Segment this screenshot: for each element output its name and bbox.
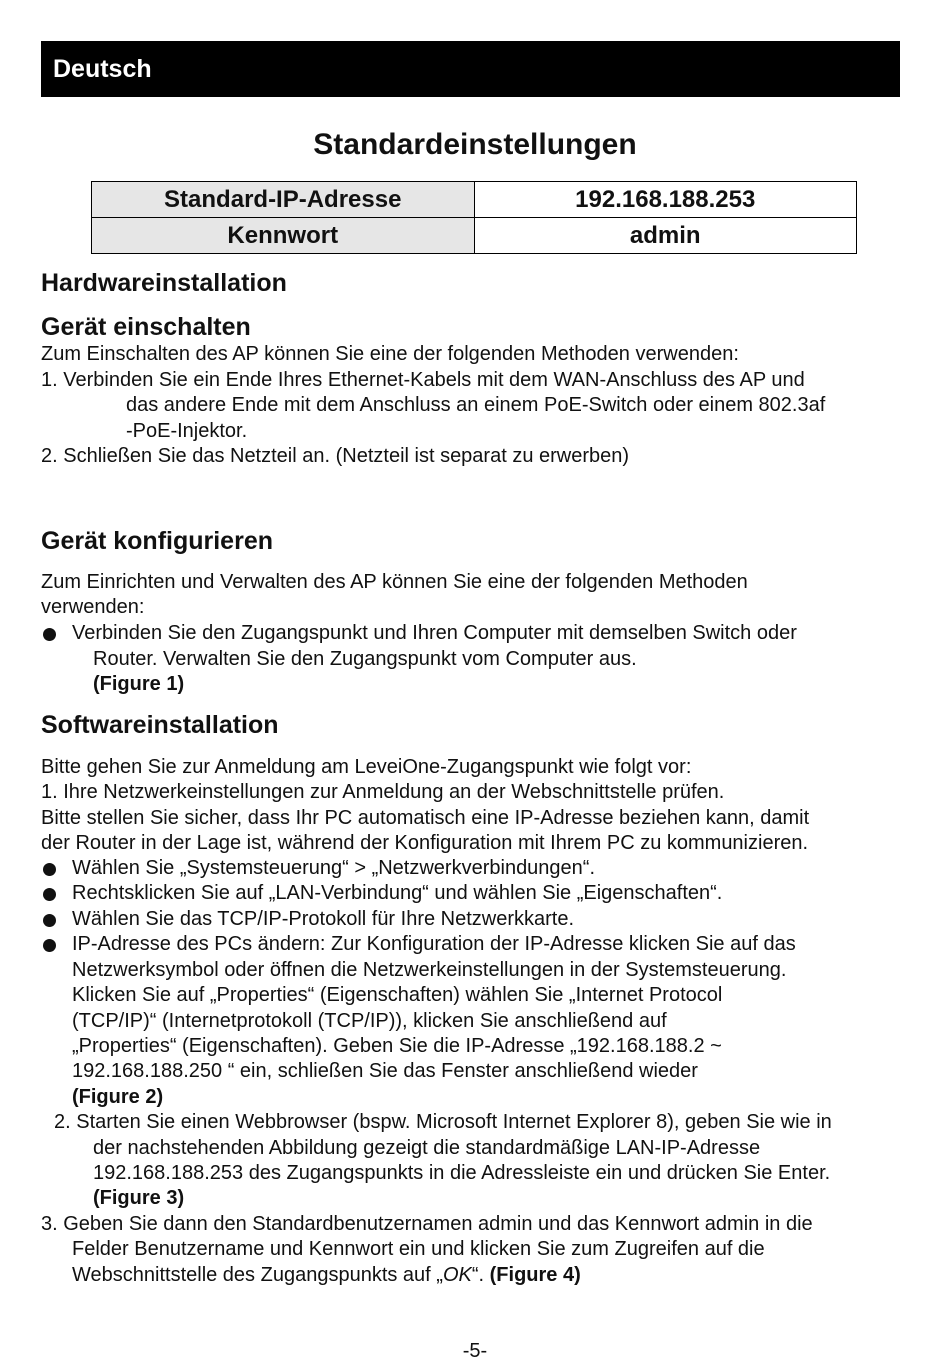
configure-bullet: Verbinden Sie den Zugangspunkt und Ihren Computer mit demselben Switch oder — [72, 622, 797, 644]
bullet-icon — [43, 939, 56, 952]
software-heading: Softwareinstallation — [41, 711, 279, 739]
language-label: Deutsch — [53, 55, 152, 83]
software-bullet: Wählen Sie „Systemsteuerung“ > „Netzwerkverbindungen“. — [72, 857, 596, 879]
table-value: admin — [474, 218, 857, 254]
ip-bullet-cont: 192.168.188.250 “ ein, schließen Sie das Fenster anschließend wieder — [72, 1060, 698, 1082]
hardware-heading: Hardwareinstallation — [41, 269, 287, 297]
power-step-1-cont: das andere Ende mit dem Anschluss an einem PoE-Switch oder einem 802.3af — [126, 394, 826, 416]
step-3-text: Webschnittstelle des Zugangspunkts auf „ — [72, 1264, 443, 1286]
power-step-2: 2. Schließen Sie das Netzteil an. (Netzteil ist separat zu erwerben) — [41, 445, 630, 467]
software-step-2-cont: 192.168.188.253 des Zugangspunkts in die Adressleiste ein und drücken Sie Enter. — [93, 1162, 831, 1184]
bullet-icon — [43, 863, 56, 876]
software-step-3-cont — [72, 1263, 581, 1289]
configure-intro: Zum Einrichten und Verwalten des AP können Sie eine der folgenden Methoden — [41, 571, 748, 593]
figure-ref: (Figure 2) — [72, 1086, 164, 1108]
page-title: Standardeinstellungen — [313, 128, 637, 161]
software-note: Bitte stellen Sie sicher, dass Ihr PC automatisch eine IP-Adresse beziehen kann, damit — [41, 807, 810, 829]
bullet-icon — [43, 628, 56, 641]
ok-term: OK — [442, 1264, 472, 1286]
ip-bullet-cont: Netzwerksymbol oder öffnen die Netzwerkeinstellungen in der Systemsteuerung. — [72, 959, 787, 981]
ip-bullet-cont: (TCP/IP)“ (Internetprotokoll (TCP/IP)), klicken Sie anschließend auf — [72, 1010, 667, 1032]
default-settings-table — [91, 181, 857, 254]
software-step-2: 2. Starten Sie einen Webbrowser (bspw. Microsoft Internet Explorer 8), geben Sie wie in — [54, 1111, 832, 1133]
power-intro: Zum Einschalten des AP können Sie eine der folgenden Methoden verwenden: — [41, 343, 739, 365]
table-value: 192.168.188.253 — [474, 182, 857, 218]
figure-ref: (Figure 4) — [489, 1264, 581, 1286]
configure-bullet-cont: Router. Verwalten Sie den Zugangspunkt vom Computer aus. — [93, 648, 637, 670]
configure-heading: Gerät konfigurieren — [41, 527, 273, 555]
language-header-bar — [41, 41, 900, 97]
software-step-1: 1. Ihre Netzwerkeinstellungen zur Anmeldung an der Webschnittstelle prüfen. — [41, 781, 725, 803]
ip-bullet-cont: Klicken Sie auf „Properties“ (Eigenschaften) wählen Sie „Internet Protocol — [72, 984, 723, 1006]
table-row — [92, 218, 857, 254]
power-step-1: 1. Verbinden Sie ein Ende Ihres Ethernet-Kabels mit dem WAN-Anschluss des AP und — [41, 369, 805, 391]
software-step-3-cont: Felder Benutzername und Kennwort ein und klicken Sie zum Zugreifen auf die — [72, 1238, 765, 1260]
table-row — [92, 182, 857, 218]
software-step-3: 3. Geben Sie dann den Standardbenutzernamen admin und das Kennwort admin in die — [41, 1213, 813, 1235]
figure-ref: (Figure 3) — [93, 1187, 185, 1209]
bullet-icon — [43, 888, 56, 901]
ip-bullet: IP-Adresse des PCs ändern: Zur Konfiguration der IP-Adresse klicken Sie auf das — [72, 933, 796, 955]
configure-intro-cont: verwenden: — [41, 596, 145, 618]
power-step-1-cont: -PoE-Injektor. — [126, 420, 248, 442]
table-key: Standard-IP-Adresse — [92, 182, 475, 218]
software-step-2-cont: der nachstehenden Abbildung gezeigt die standardmäßige LAN-IP-Adresse — [93, 1137, 761, 1159]
software-bullet: Wählen Sie das TCP/IP-Protokoll für Ihre Netzwerkkarte. — [72, 908, 575, 930]
step-3-text-end: “. — [471, 1264, 490, 1286]
power-on-heading: Gerät einschalten — [41, 313, 251, 341]
figure-ref: (Figure 1) — [93, 673, 185, 695]
ip-bullet-cont: „Properties“ (Eigenschaften). Geben Sie die IP-Adresse „192.168.188.2 ~ — [72, 1035, 722, 1057]
software-note-cont: der Router in der Lage ist, während der Konfiguration mit Ihrem PC zu kommunizieren. — [41, 832, 809, 854]
table-key: Kennwort — [92, 218, 475, 254]
software-intro: Bitte gehen Sie zur Anmeldung am LeveiOne-Zugangspunkt wie folgt vor: — [41, 756, 692, 778]
bullet-icon — [43, 914, 56, 927]
software-bullet: Rechtsklicken Sie auf „LAN-Verbindung“ und wählen Sie „Eigenschaften“. — [72, 882, 723, 904]
page-number: -5- — [462, 1340, 488, 1362]
